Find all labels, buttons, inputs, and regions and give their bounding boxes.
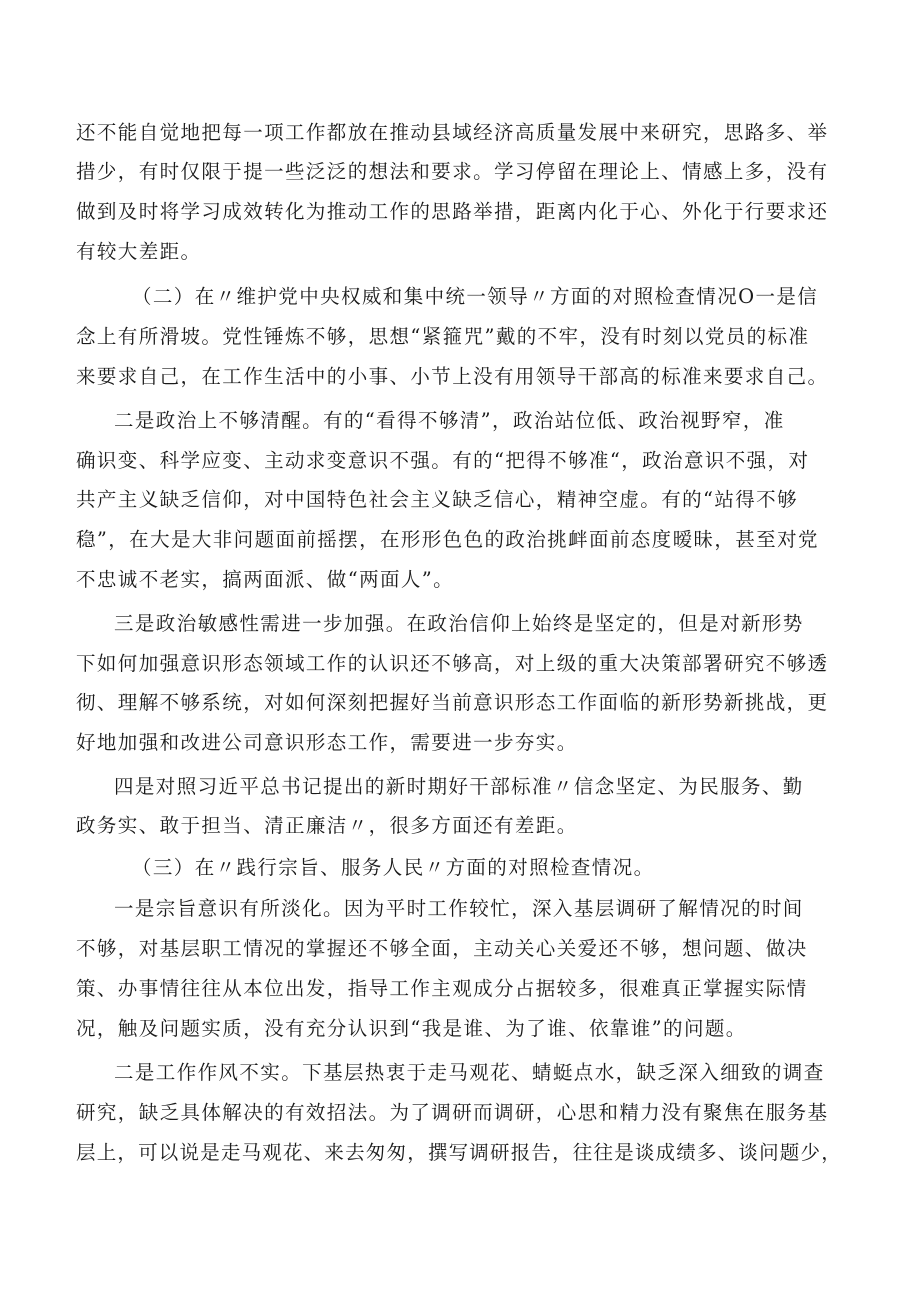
- text-line: 研究，缺乏具体解决的有效招法。为了调研而调研，心思和精力没有聚焦在服务基: [76, 1101, 829, 1124]
- section-heading: （三）在〃践行宗旨、服务人民〃方面的对照检查情况。: [132, 856, 655, 879]
- text-line: 确识变、科学应变、主动求变意识不强。有的“把得不够准“，政治意识不强，对: [76, 449, 810, 472]
- text-line: 共产主义缺乏信仰，对中国特色社会主义缺乏信心，精神空虚。有的“站得不够: [76, 488, 798, 511]
- text-line: 下如何加强意识形态领域工作的认识还不够高，对上级的重大决策部署研究不够透: [76, 652, 829, 675]
- text-line: 念上有所滑坡。党性锤炼不够，思想“紧箍咒”戴的不牢，没有时刻以党员的标准: [76, 325, 810, 348]
- text-line: 不忠诚不老实，搞两面派、做“两面人”。: [76, 568, 455, 591]
- section-heading: （二）在〃维护党中央权威和集中统一领导〃方面的对照检查情况O一是信: [132, 285, 819, 308]
- text-line: 层上，可以说是走马观花、来去匆匆，撰写调研报告，往往是谈成绩多、谈问题少，: [76, 1141, 842, 1164]
- text-line: 不够，对基层职工情况的掌握还不够全面，主动关心关爱还不够，想问题、做决: [76, 937, 808, 960]
- text-line: 好地加强和改进公司意识形态工作，需要进一步夯实。: [76, 731, 578, 754]
- text-line: 策、办事情往往从本位出发，指导工作主观成分占据较多，很难真正掌握实际情: [76, 977, 808, 1000]
- text-line: 还不能自觉地把每一项工作都放在推动县域经济高质量发展中来研究，思路多、举: [76, 121, 829, 144]
- paragraph-start: 二是政治上不够清醒。有的“看得不够清”，政治站位低、政治视野窄，准: [114, 409, 785, 432]
- text-line: 措少，有时仅限于提一些泛泛的想法和要求。学习停留在理论上、情感上多，没有: [76, 160, 829, 183]
- paragraph-start: 四是对照习近平总书记提出的新时期好干部标准〃信念坚定、为民服务、勤: [114, 775, 804, 798]
- text-line: 稳”，在大是大非问题面前摇摆，在形形色色的政治挑衅面前态度暧昧，甚至对党: [76, 528, 819, 551]
- text-line: 做到及时将学习成效转化为推动工作的思路举措，距离内化于心、外化于行要求还: [76, 200, 829, 223]
- text-line: 来要求自己，在工作生活中的小事、小节上没有用领导干部高的标准来要求自己。: [76, 365, 829, 388]
- paragraph-start: 一是宗旨意识有所淡化。因为平时工作较忙，深入基层调研了解情况的时间: [114, 897, 804, 920]
- text-line: 况，触及问题实质，没有充分认识到“我是谁、为了谁、依靠谁”的问题。: [76, 1017, 747, 1040]
- text-line: 有较大差距。: [76, 240, 202, 263]
- paragraph-start: 三是政治敏感性需进一步加强。在政治信仰上始终是坚定的，但是对新形势: [114, 612, 804, 635]
- text-line: 政务实、敢于担当、清正廉洁〃，很多方面还有差距。: [76, 814, 578, 837]
- text-line: 彻、理解不够系统，对如何深刻把握好当前意识形态工作面临的新形势新挑战，更: [76, 691, 829, 714]
- paragraph-start: 二是工作作风不实。下基层热衷于走马观花、蜻蜓点水，缺乏深入细致的调查: [114, 1061, 825, 1084]
